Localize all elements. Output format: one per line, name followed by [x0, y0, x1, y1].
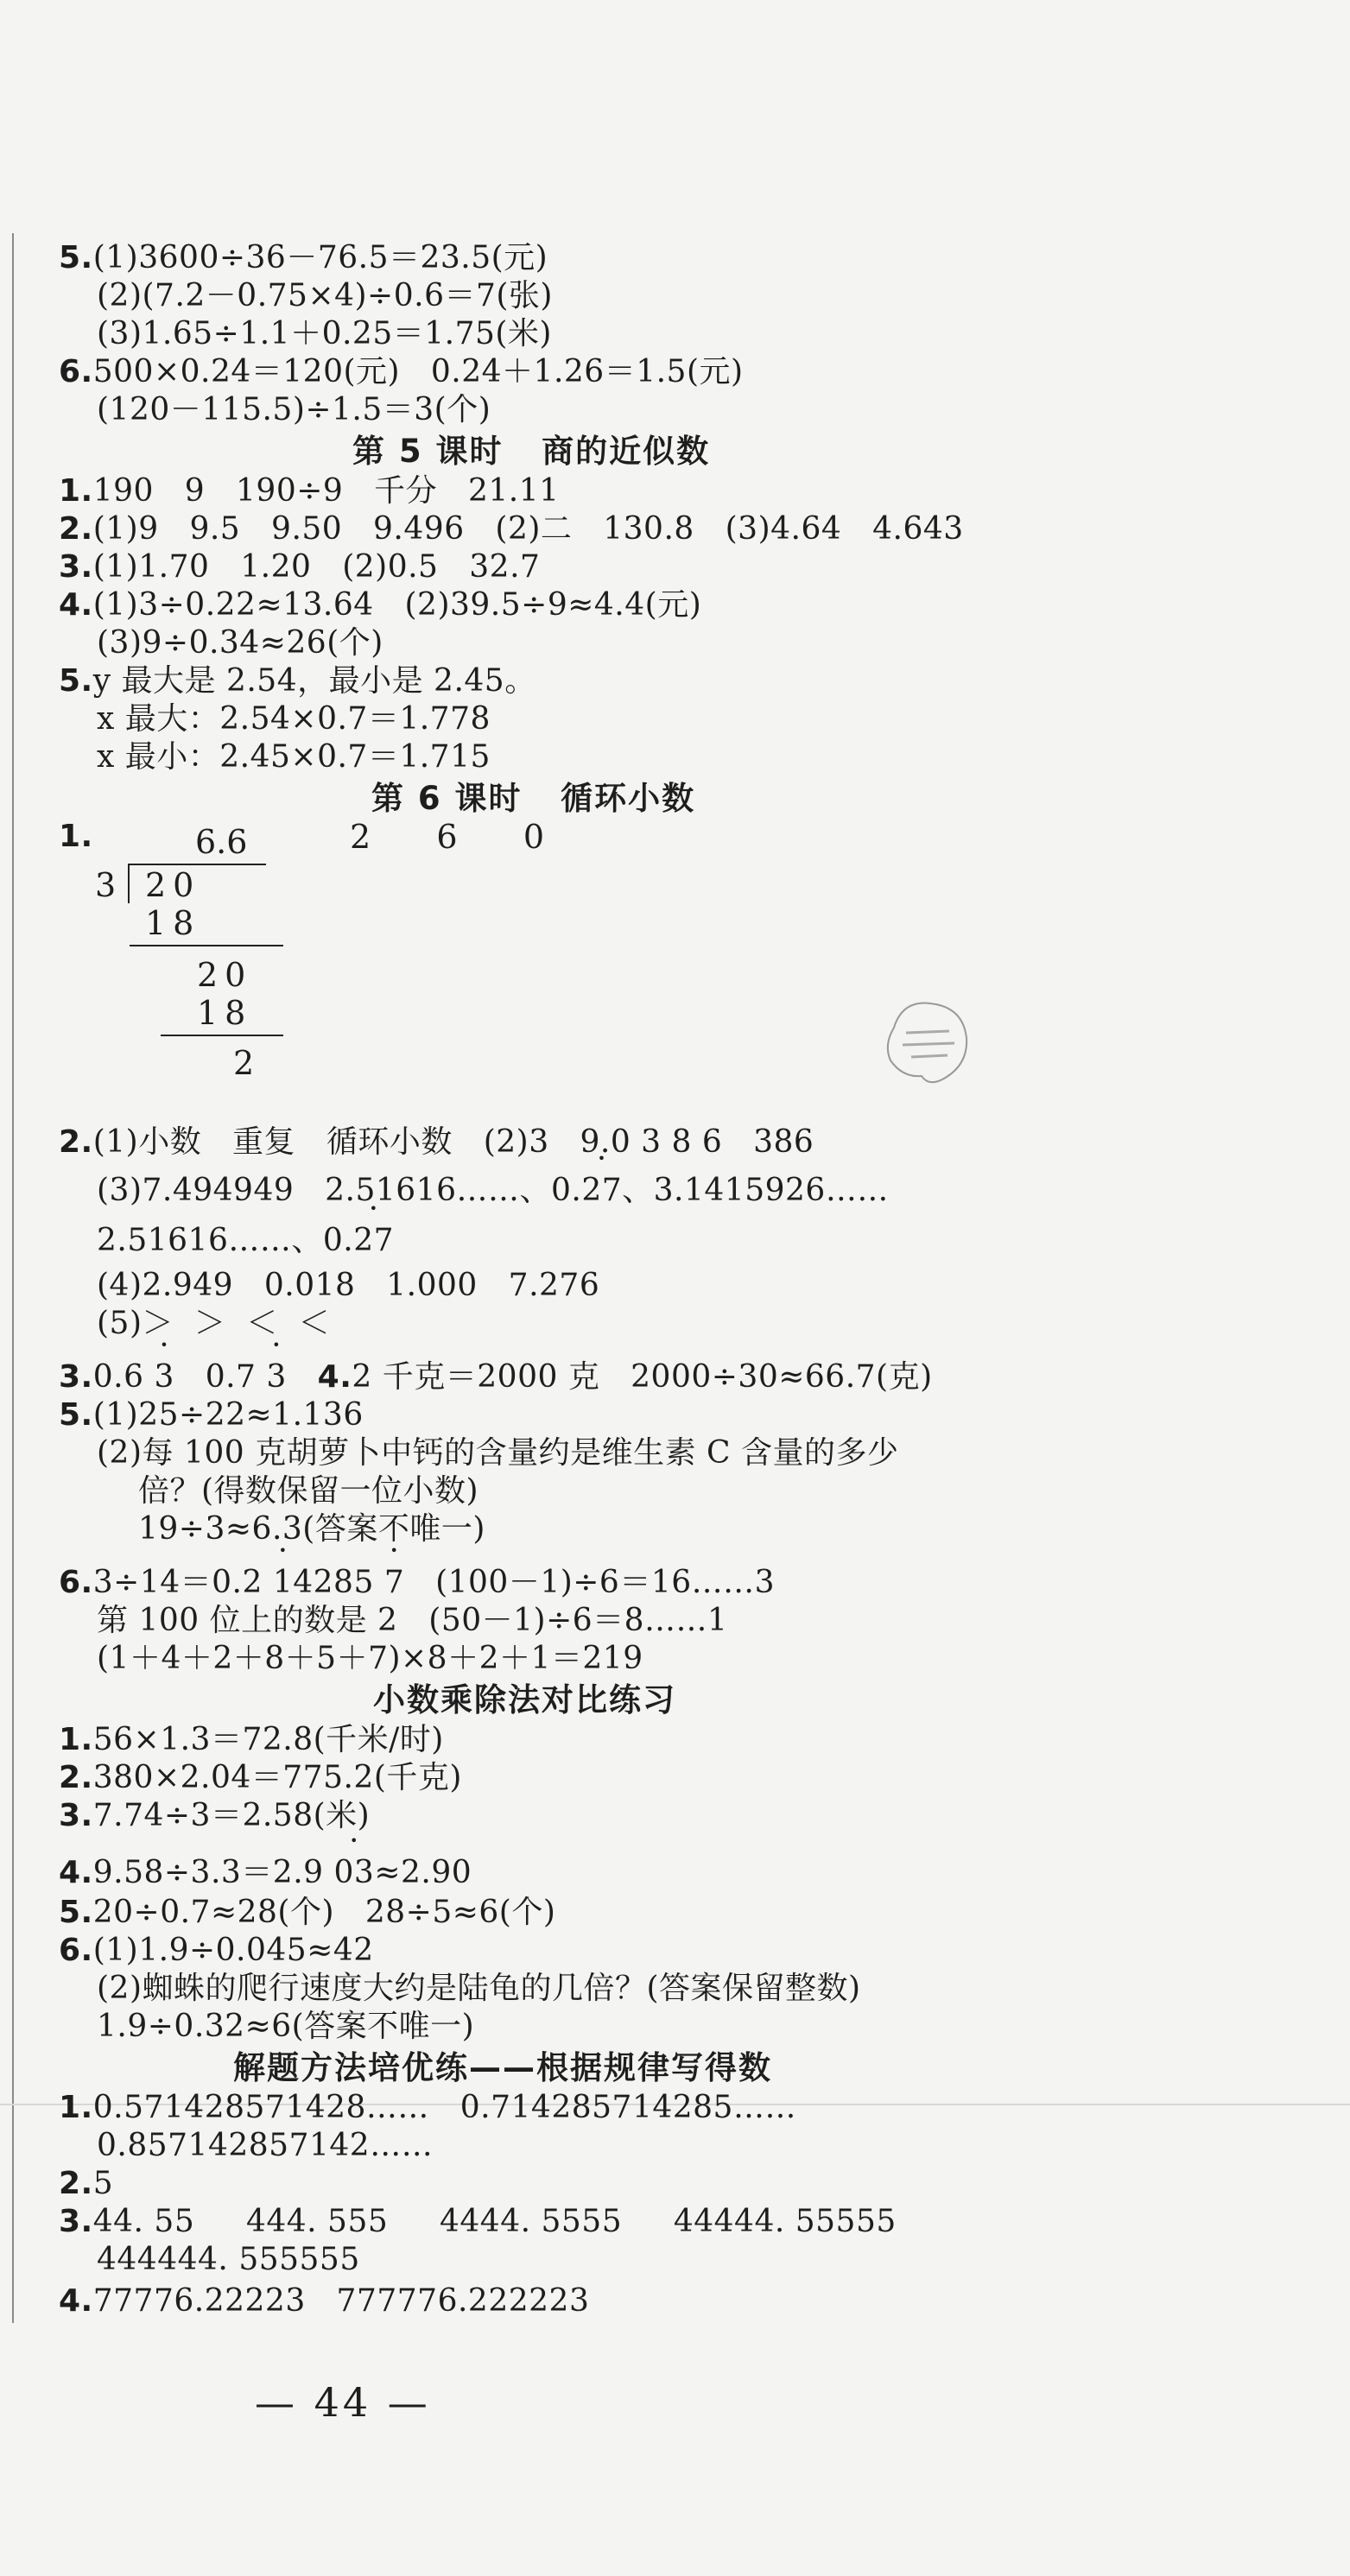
answer-line: x 最大：2.54×0.7＝1.778: [97, 701, 491, 737]
division-step: 18: [197, 994, 253, 1032]
answer-line: (2)蜘蛛的爬行速度大约是陆龟的几倍？(答案保留整数): [97, 1971, 861, 2006]
section-heading: 解题方法培优练——根据规律写得数: [233, 2049, 772, 2086]
repeating-digit: • 1: [273, 1563, 293, 1603]
answer-line: 第 100 位上的数是 2 (50－1)÷6＝8……1: [97, 1603, 728, 1638]
section-heading: 小数乘除法对比练习: [373, 1681, 676, 1718]
answer-line: 19÷3≈6.3(答案不唯一): [138, 1511, 485, 1547]
answer-line: 2.(1)小数 重复 循环小数 (2)3 9.0 3 8 6 386: [59, 1124, 814, 1160]
answer-line: 4.(1)3÷0.22≈13.64 (2)39.5÷9≈4.4(元): [59, 587, 702, 623]
answer-line: 1.9÷0.32≈6(答案不唯一): [97, 2009, 475, 2044]
answer-line: 4.77776.22223 777776.222223: [59, 2283, 590, 2319]
division-rule: [161, 1035, 283, 1036]
question-number: 1.: [59, 819, 93, 854]
answer-line: (2)(7.2－0.75×4)÷0.6＝7(张): [97, 278, 553, 313]
answer-line: 5.(1)25÷22≈1.136: [59, 1397, 364, 1433]
answer-line: (3)9÷0.34≈26(个): [97, 625, 383, 661]
repeating-digit: • 3: [266, 1358, 286, 1397]
answer-line: (3)7.494949 2.51616……、0.• 27、3.1415926……: [97, 1171, 889, 1211]
answer-line: 1.56×1.3＝72.8(千米/时): [59, 1722, 444, 1757]
division-dividend: 20: [145, 866, 201, 904]
homework-stamp-icon: [877, 993, 979, 1095]
answer-line: 2.51616……、0.• 27: [97, 1221, 394, 1261]
division-quotient: 6.6: [195, 823, 248, 861]
answer-line: 6.500×0.24＝120(元) 0.24＋1.26＝1.5(元): [59, 354, 744, 389]
answer-line: 3.(1)1.70 1.20 (2)0.5 32.7: [59, 549, 541, 585]
repeating-digit: • 7: [384, 1563, 404, 1603]
repeating-digits: • 03: [334, 1853, 375, 1893]
answer-line: 1.190 9 190÷9 千分 21.11: [59, 473, 560, 509]
answer-line: 3.44. 55 444. 555 4444. 5555 44444. 55555: [59, 2204, 897, 2239]
answer-line: (5)＞ ＞ ＜ ＜: [97, 1306, 331, 1341]
answer-line: (120－115.5)÷1.5＝3(个): [97, 392, 491, 427]
division-remainder: 20: [197, 956, 253, 994]
answer-line: 2.5: [59, 2166, 114, 2201]
answer-line: 倍？(得数保留一位小数): [138, 1473, 479, 1509]
repeating-digits: • 27: [581, 1171, 622, 1211]
answer-line: 444444. 555555: [97, 2242, 360, 2277]
answer-line: (1＋4＋2＋8＋5＋7)×8＋2＋1＝219: [97, 1641, 643, 1676]
section-heading: 第 5 课时 商的近似数: [352, 433, 711, 470]
answer-line: 6.(1)1.9÷0.045≈42: [59, 1933, 374, 1968]
answer-line: 5.y 最大是 2.54，最小是 2.45。: [59, 663, 536, 699]
repeating-digit: • 3: [154, 1358, 174, 1397]
repeating-digits: • 27: [353, 1221, 394, 1261]
margin-rule: [12, 233, 14, 2323]
answer-line: 1.0.571428571428…… 0.714285714285……: [59, 2090, 796, 2125]
answer-line: 3.7.74÷3＝2.58(米): [59, 1798, 371, 1833]
division-divisor: 3: [95, 866, 117, 904]
division-bracket: [128, 864, 130, 903]
answer-line: 4.9.58÷3.3＝2.9 • 03≈2.90: [59, 1853, 472, 1893]
answer-line: (3)1.65÷1.1＋0.25＝1.75(米): [97, 316, 552, 351]
division-remainder: 2: [233, 1044, 255, 1082]
section-heading: 第 6 课时 循环小数: [371, 780, 696, 817]
answer-line: 5.20÷0.7≈28(个) 28÷5≈6(个): [59, 1895, 556, 1930]
division-rule: [130, 945, 283, 946]
side-answer: 2 6 0: [350, 818, 554, 856]
page-number: — 44 —: [255, 2379, 431, 2426]
answer-line: 0.857142857142……: [97, 2128, 434, 2163]
answer-line: 3.0.6 • 3 0.7 • 3 4.2 千克＝2000 克 2000÷30≈66.7(克): [59, 1358, 933, 1397]
answer-line: 5.(1)3600÷36－76.5＝23.5(元): [59, 240, 548, 275]
division-step: 18: [145, 904, 201, 942]
answer-line: 2.(1)9 9.5 9.50 9.496 (2)二 130.8 (3)4.64 4.643: [59, 511, 964, 547]
answer-line: 2.380×2.04＝775.2(千克): [59, 1760, 462, 1795]
answer-line: 6.3÷14＝0.2 • 14285 • 7 (100－1)÷6＝16……3: [59, 1563, 775, 1603]
answer-line: (2)每 100 克胡萝卜中钙的含量约是维生素 C 含量的多少: [97, 1435, 899, 1471]
answer-line: x 最小：2.45×0.7＝1.715: [97, 739, 491, 775]
answer-line: (4)2.949 0.018 1.000 7.276: [97, 1268, 600, 1303]
